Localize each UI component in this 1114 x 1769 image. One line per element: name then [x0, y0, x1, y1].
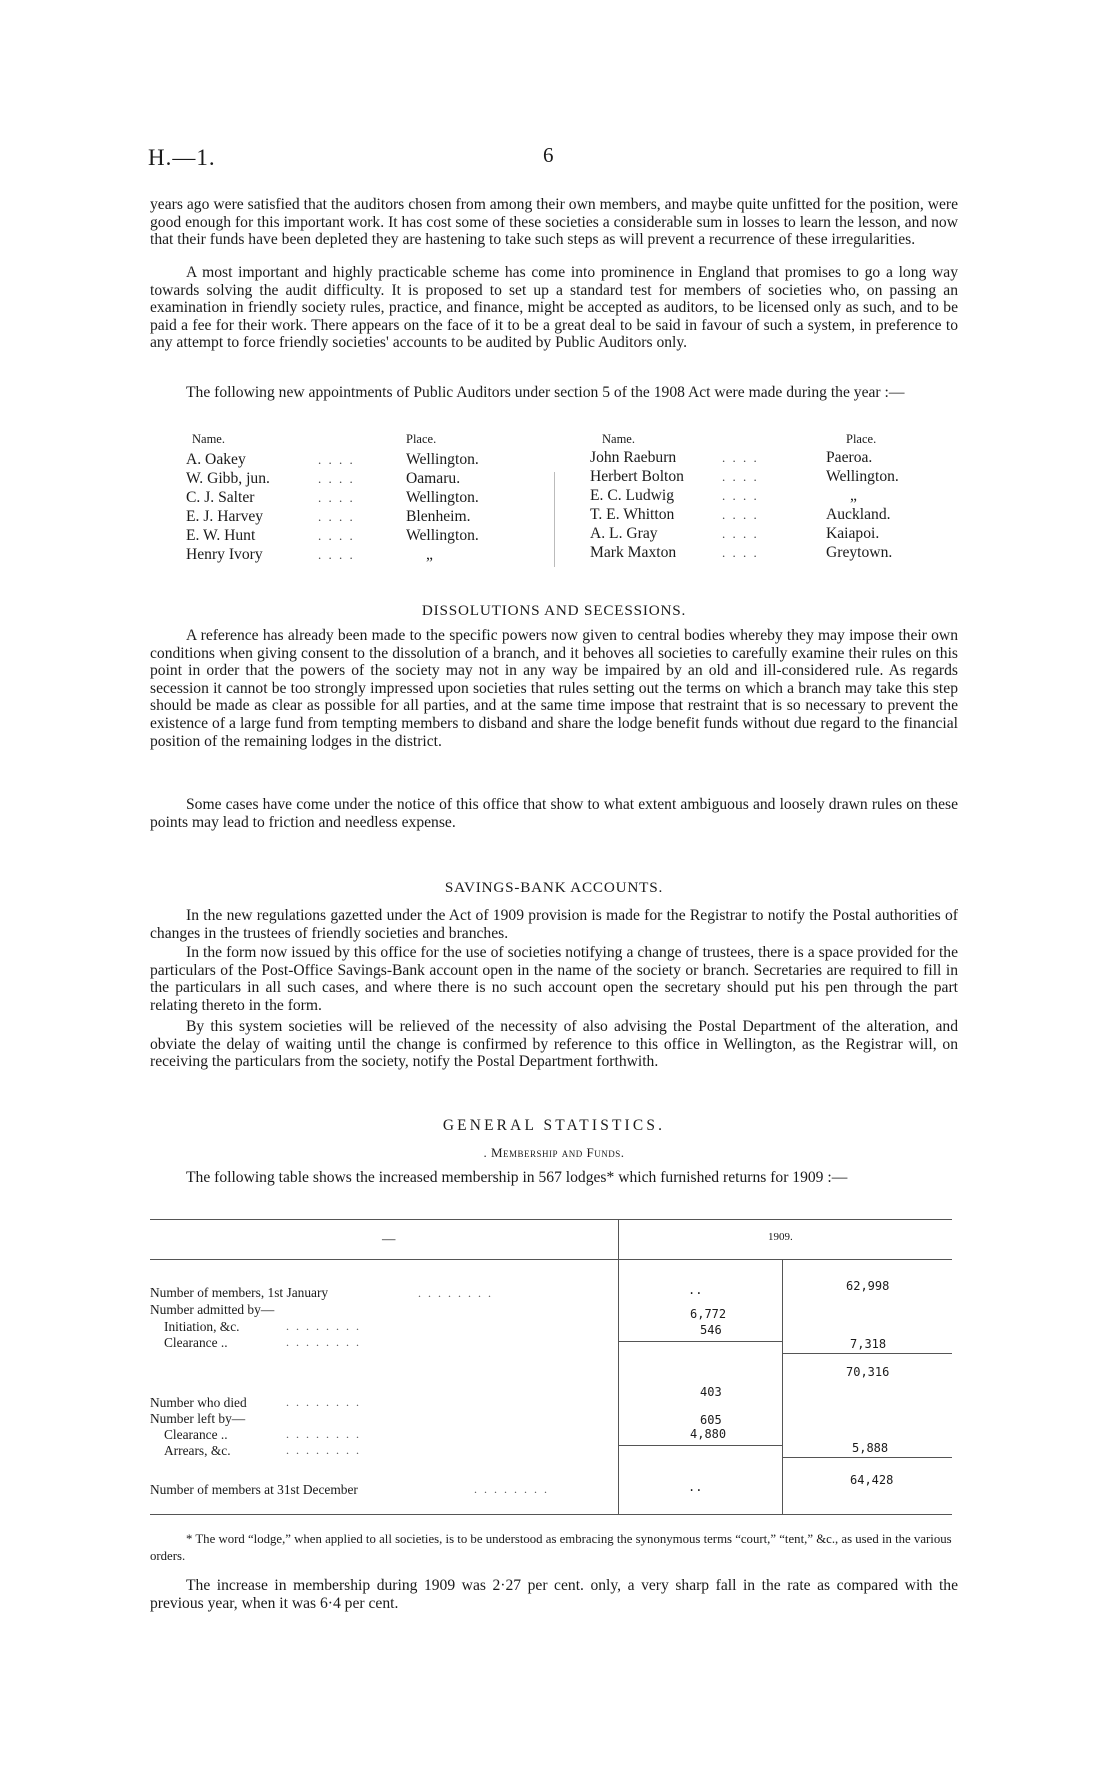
subtotal-rule	[618, 1341, 782, 1342]
auditor-place: Oamaru.	[406, 470, 461, 487]
column-header-place: Place.	[406, 432, 437, 446]
paragraph-text: A reference has already been made to the specific powers now given to central bodies whereby they may impose their own conditions when giving consent to the dissolution of a branch, and it behoves all societies to carefully examine their rules on this point in order that the powers of the society may not in any way be impaired by an old and ill-considered rule. As regards secession it cannot be too strongly impressed upon societies that rules setting out the terms on which a branch may take this step should be made as clear as possible for all parties, and at the same time impose that restraint that is so necessary to prevent the existence of a large fund from tempting members to disband and share the lodge benefit funds without due regard to the financial position of the remaining lodges in the district.	[150, 627, 958, 750]
column-header-name: Name.	[602, 432, 635, 446]
appointments-left-column	[186, 450, 546, 564]
auditor-place: Greytown.	[826, 544, 893, 561]
paragraph-text: The following new appointments of Public Auditors under section 5 of the 1908 Act were made during the year :—	[186, 384, 905, 401]
appointment-row	[186, 450, 546, 469]
auditor-name: A. Oakey	[186, 451, 246, 468]
paragraph-text: In the new regulations gazetted under the Act of 1909 provision is made for the Registrar to notify the Postal authorities of changes in the trustees of friendly societies and branches.	[150, 907, 958, 942]
total-rule	[782, 1457, 952, 1458]
row-label: Clearance ..	[164, 1427, 228, 1442]
appointment-row	[590, 467, 950, 486]
paragraph-audit-continued	[150, 196, 958, 249]
leader-dots: . . . .	[722, 450, 759, 465]
section-heading-general-statistics: GENERAL STATISTICS.	[442, 1117, 666, 1134]
paragraph-regulations	[150, 907, 958, 942]
table-row	[164, 1319, 240, 1335]
table-divider	[618, 1219, 619, 1514]
paragraph-postal-notice	[150, 1018, 958, 1071]
paragraph-text: The increase in membership during 1909 was 2·27 per cent. only, a very sharp fall in the rate as compared with the previous year, when it was 6·4 per cent.	[150, 1577, 958, 1612]
auditor-name: John Raeburn	[590, 449, 677, 466]
leader-dots: . . . .	[722, 469, 759, 484]
paragraph-membership-increase	[150, 1577, 958, 1612]
page-header-reference: H.—1.	[148, 145, 216, 170]
leader-dots: . . . .	[318, 528, 355, 543]
table-header-rule	[150, 1259, 952, 1260]
paragraph-appointments-intro	[150, 384, 958, 402]
row-total: 64,428	[850, 1473, 894, 1487]
section-heading-savings-bank: SAVINGS-BANK ACCOUNTS.	[444, 879, 664, 896]
paragraph-text: A most important and highly practicable scheme has come into prominence in England that promises to go a long way towards solving the audit difficulty. It is proposed to set up a standard test for members of societies who, on passing an examination in friendly society rules, practice, and finance, might be accepted as auditors, to be licensed only as such, and to be paid a fee for their work. There appears on the face of it to be a great deal to be said in favour of such a system, in preference to any attempt to force friendly societies' accounts to be audited by Public Auditors only.	[150, 264, 958, 352]
auditor-place: Kaiapoi.	[826, 525, 880, 542]
auditor-place: „	[850, 487, 857, 504]
leader-dots: . . . .	[722, 526, 759, 541]
table-row	[164, 1443, 231, 1459]
total-rule	[782, 1353, 952, 1354]
table-row	[150, 1395, 247, 1411]
row-label: Number left by—	[150, 1411, 246, 1426]
leader-dots: . . . .	[318, 547, 355, 562]
page-number: 6	[543, 143, 554, 167]
paragraph-text: Some cases have come under the notice of this office that show to what extent ambiguous and loosely drawn rules on these points may lead to friction and needless expense.	[150, 796, 958, 831]
leader-dots: . . . . . . . .	[474, 1482, 549, 1496]
appointment-row	[590, 505, 950, 524]
leader-dots: . . . .	[318, 452, 355, 467]
auditor-place: Wellington.	[406, 451, 479, 468]
leader-dots: . . . .	[722, 488, 759, 503]
table-col-dash: —	[382, 1231, 396, 1246]
auditor-name: A. L. Gray	[590, 525, 658, 542]
appointment-row	[590, 524, 950, 543]
section-heading-dissolutions: DISSOLUTIONS AND SECESSIONS.	[421, 602, 687, 619]
auditor-place: Auckland.	[826, 506, 891, 523]
table-row	[164, 1335, 228, 1351]
leader-dots: . . . . . . . .	[286, 1427, 361, 1441]
subheading-membership-funds: . Membership and Funds.	[483, 1145, 625, 1160]
auditor-place: Wellington.	[406, 489, 479, 506]
appointment-row	[186, 488, 546, 507]
auditor-place: Paeroa.	[826, 449, 873, 466]
membership-table	[150, 1219, 952, 1521]
auditor-place: Blenheim.	[406, 508, 471, 525]
auditor-name: Mark Maxton	[590, 544, 677, 561]
appointment-row	[186, 507, 546, 526]
paragraph-text: years ago were satisfied that the auditors chosen from among their own members, and maybe quite unfitted for the position, were good enough for this important work. It has cost some of these societies a considerable sum in losses to learn the lesson, and now that their funds have been depleted they are hastening to take such steps as will prevent a recurrence of these irregularities.	[150, 196, 958, 249]
appointment-row	[590, 448, 950, 467]
paragraph-ambiguous-rules	[150, 796, 958, 831]
table-bottom-rule	[150, 1514, 952, 1515]
leader-dots: . . . . . . . .	[286, 1443, 361, 1457]
column-divider	[554, 472, 555, 567]
column-header-name: Name.	[192, 432, 225, 446]
row-total: 7,318	[850, 1337, 887, 1351]
auditor-name: W. Gibb, jun.	[186, 470, 270, 487]
paragraph-trustee-form	[150, 944, 958, 1014]
row-label: Number of members at 31st December	[150, 1482, 358, 1497]
leader-dots: . . . . . . . .	[418, 1286, 493, 1300]
paragraph-text: By this system societies will be relieved of the necessity of also advising the Postal Department of the alteration, and obviate the delay of waiting until the change is confirmed by reference to this office in Wellington, as the Registrar will, on receiving the particulars from the society, notify the Postal Department forthwith.	[150, 1018, 958, 1071]
footnote-text: * The word “lodge,” when applied to all societies, is to be understood as embracing the synonymous terms “court,” “tent,” &c., as used in the various orders.	[150, 1532, 952, 1563]
leader-dots: . . . .	[722, 507, 759, 522]
subtotal-rule	[618, 1445, 782, 1446]
row-total: 5,888	[852, 1441, 889, 1455]
auditor-place: Wellington.	[406, 527, 479, 544]
row-label: Initiation, &c.	[164, 1319, 240, 1334]
auditor-name: Herbert Bolton	[590, 468, 684, 485]
paragraph-text: In the form now issued by this office for the use of societies notifying a change of trustees, there is a space provided for the particulars of the Post-Office Savings-Bank account open in the name of the society or branch. Secretaries are required to fill in the particulars in all such cases, and where there is no such account open the secretary should put his pen through the part relating thereto in the form.	[150, 944, 958, 1014]
row-total: 70,316	[846, 1365, 890, 1379]
auditor-name: E. W. Hunt	[186, 527, 256, 544]
table-col-year: 1909.	[768, 1231, 793, 1243]
row-subtotal: 546	[700, 1323, 722, 1337]
auditor-place: „	[426, 546, 433, 563]
appointment-row	[186, 526, 546, 545]
row-label: Number of members, 1st January	[150, 1285, 329, 1300]
row-total: 62,998	[846, 1279, 890, 1293]
appointments-right-column	[590, 448, 950, 562]
leader-dots: . . . .	[318, 471, 355, 486]
leader-dots: . . . .	[318, 490, 355, 505]
table-row	[150, 1302, 274, 1318]
table-row	[150, 1285, 328, 1301]
row-subtotal: ..	[688, 1480, 703, 1494]
auditor-name: C. J. Salter	[186, 489, 255, 506]
row-subtotal: 4,880	[690, 1427, 727, 1441]
row-subtotal: 605	[700, 1413, 722, 1427]
row-label: Number admitted by—	[150, 1302, 275, 1317]
leader-dots: . . . . . . . .	[286, 1319, 361, 1333]
row-label: Arrears, &c.	[164, 1443, 231, 1458]
row-subtotal: 403	[700, 1385, 722, 1399]
auditor-name: E. J. Harvey	[186, 508, 264, 525]
footnote	[150, 1531, 958, 1565]
table-row	[164, 1427, 228, 1443]
appointment-row	[590, 486, 950, 505]
row-subtotal: ..	[688, 1283, 703, 1297]
auditor-name: E. C. Ludwig	[590, 487, 675, 504]
paragraph-table-intro	[150, 1169, 958, 1187]
appointment-row	[590, 543, 950, 562]
appointment-row	[186, 469, 546, 488]
auditor-place: Wellington.	[826, 468, 899, 485]
auditor-name: T. E. Whitton	[590, 506, 675, 523]
leader-dots: . . . . . . . .	[286, 1395, 361, 1409]
table-divider	[782, 1259, 783, 1514]
leader-dots: . . . .	[318, 509, 355, 524]
table-row	[150, 1411, 245, 1427]
auditor-name: Henry Ivory	[186, 546, 263, 563]
appointment-row	[186, 545, 546, 564]
leader-dots: . . . . . . . .	[286, 1335, 361, 1349]
leader-dots: . . . .	[722, 545, 759, 560]
paragraph-dissolutions	[150, 627, 958, 750]
row-subtotal: 6,772	[690, 1307, 727, 1321]
auditor-appointments-list	[178, 432, 948, 572]
paragraph-text: The following table shows the increased membership in 567 lodges* which furnished returns for 1909 :—	[186, 1169, 848, 1186]
paragraph-audit-scheme	[150, 264, 958, 352]
column-header-place: Place.	[846, 432, 877, 446]
table-row	[150, 1482, 358, 1498]
row-label: Number who died	[150, 1395, 247, 1410]
row-label: Clearance ..	[164, 1335, 228, 1350]
table-top-rule	[150, 1219, 952, 1220]
